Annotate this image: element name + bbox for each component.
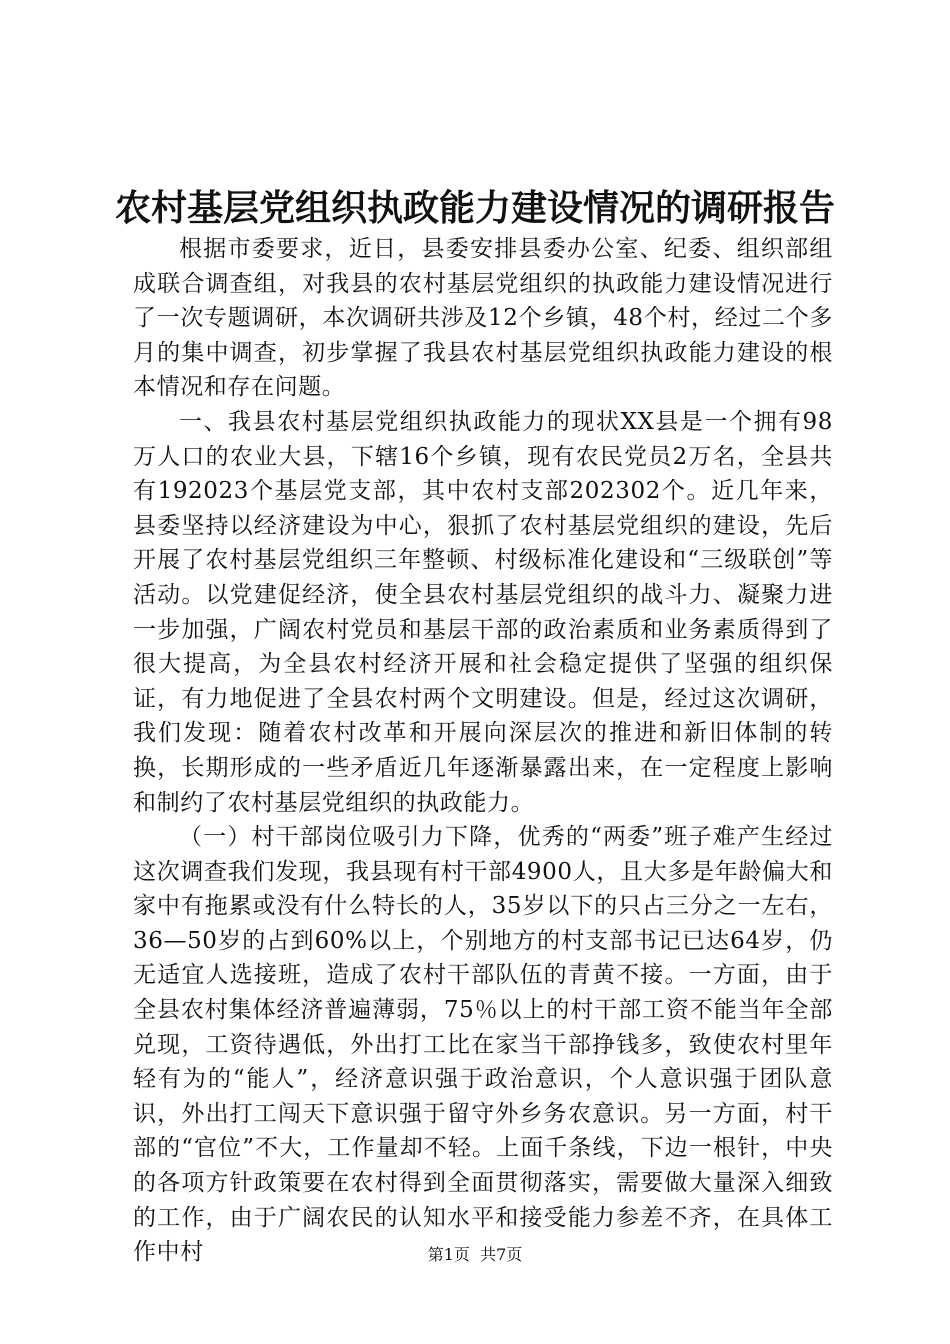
page-total: 共7页 [480,1245,523,1264]
paragraph-section-one: （一）村干部岗位吸引力下降，优秀的“两委”班子难产生经过这次调查我们发现，我县现有村干部4900人，且大多是年龄偏大和家中有拖累或没有什么特长的人，35岁以下的只占三分之一左右，36—50岁的占到60%以上，个别地方的村支部书记已达64岁，仍无适宜人选接班，造成了农村干部队伍的青黄不接。一方面，由于全县农村集体经济普遍薄弱，75％以上的村干部工资不能当年全部兑现，工资待遇低，外出打工比在家当干部挣钱多，致使农村里年轻有为的“能人”，经济意识强于政治意识，个人意识强于团队意识，外出打工闯天下意识强于留守外乡务农意识。另一方面，村干部的“官位”不大，工作量却不轻。上面千条线，下边一根针，中央的各项方针政策要在农村得到全面贯彻落实，需要做大量深入细致的工作，由于广阔农民的认知水平和接受能力参差不齐，在具体工作中村 [133,824,833,1266]
page-footer [0,1244,950,1266]
document-title: 农村基层党组织执政能力建设情况的调研报告 [114,187,835,229]
page-number: 第1页 [427,1245,470,1264]
paragraph-intro: 根据市委要求，近日，县委安排县委办公室、纪委、组织部组成联合调查组，对我县的农村基层党组织的执政能力建设情况进行了一次专题调研，本次调研共涉及12个乡镇，48个村，经过二个多月的集中调查，初步掌握了我县农村基层党组织执政能力建设的根本情况和存在问题。 [133,236,833,401]
document-body [133,232,833,1270]
paragraph-status: 一、我县农村基层党组织执政能力的现状XX县是一个拥有98万人口的农业大县，下辖16个乡镇，现有农民党员2万名，全县共有192023个基层党支部，其中农村支部202302个。近几年来，县委坚持以经济建设为中心，狠抓了农村基层党组织的建设，先后开展了农村基层党组织三年整顿、村级标准化建设和“三级联创”等活动。以党建促经济，使全县农村基层党组织的战斗力、凝聚力进一步加强，广阔农村党员和基层干部的政治素质和业务素质得到了很大提高，为全县农村经济开展和社会稳定提供了坚强的组织保证，有力地促进了全县农村两个文明建设。但是，经过这次调研，我们发现：随着农村改革和开展向深层次的推进和新旧体制的转换，长期形成的一些矛盾近几年逐渐暴露出来，在一定程度上影响和制约了农村基层党组织的执政能力。 [133,408,833,816]
